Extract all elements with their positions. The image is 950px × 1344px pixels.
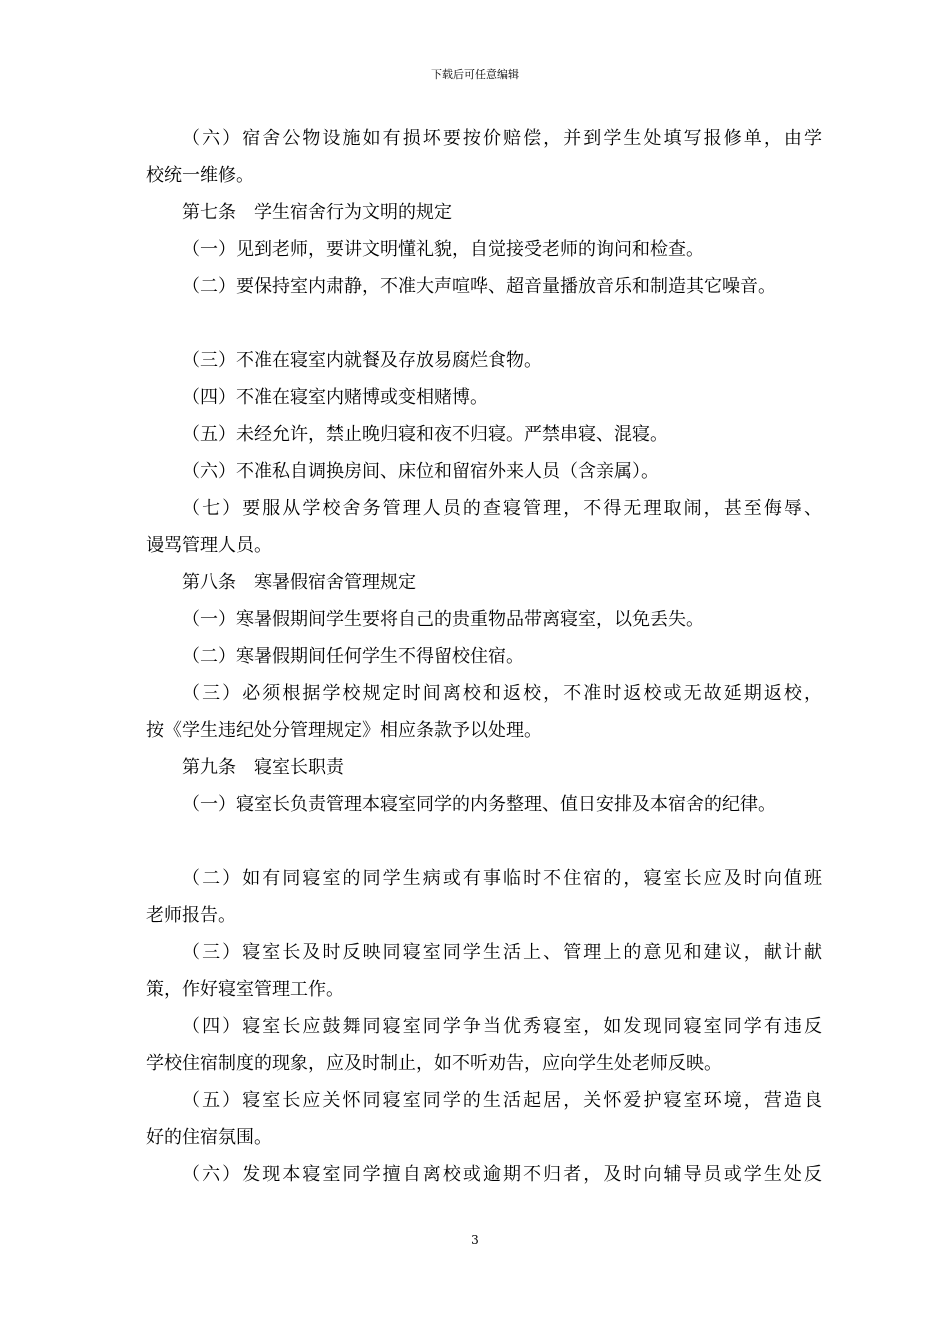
paragraph-line: （三）寝室长及时反映同寝室同学生活上、管理上的意见和建议，献计献 bbox=[182, 942, 822, 963]
paragraph-line: 策，作好寝室管理工作。 bbox=[146, 979, 344, 1000]
paragraph-line: （一）寝室长负责管理本寝室同学的内务整理、值日安排及本宿舍的纪律。 bbox=[182, 794, 776, 815]
paragraph-line: 学校住宿制度的现象，应及时制止，如不听劝告，应向学生处老师反映。 bbox=[146, 1053, 722, 1074]
page-number: 3 bbox=[471, 1233, 479, 1247]
paragraph-line: 老师报告。 bbox=[146, 905, 236, 926]
paragraph-line: 按《学生违纪处分管理规定》相应条款予以处理。 bbox=[146, 720, 542, 741]
paragraph-line: （四）寝室长应鼓舞同寝室同学争当优秀寝室，如发现同寝室同学有违反 bbox=[182, 1016, 822, 1037]
document-body bbox=[146, 126, 822, 1199]
article-heading: 第九条 寝室长职责 bbox=[182, 757, 344, 778]
page-header: 下载后可任意编辑 bbox=[431, 68, 519, 81]
article-heading: 第八条 寒暑假宿舍管理规定 bbox=[182, 572, 416, 593]
paragraph-line: （二）如有同寝室的同学生病或有事临时不住宿的，寝室长应及时向值班 bbox=[182, 868, 822, 889]
paragraph-line: （一）寒暑假期间学生要将自己的贵重物品带离寝室，以免丢失。 bbox=[182, 609, 704, 630]
paragraph-line: （六）发现本寝室同学擅自离校或逾期不归者，及时向辅导员或学生处反 bbox=[182, 1164, 822, 1185]
paragraph-line: （三）不准在寝室内就餐及存放易腐烂食物。 bbox=[182, 350, 542, 371]
article-heading: 第七条 学生宿舍行为文明的规定 bbox=[182, 202, 452, 223]
blank-line bbox=[146, 829, 822, 866]
blank-line bbox=[146, 311, 822, 348]
paragraph-line: （五）未经允许，禁止晚归寝和夜不归寝。严禁串寝、混寝。 bbox=[182, 424, 668, 445]
paragraph-line: （五）寝室长应关怀同寝室同学的生活起居，关怀爱护寝室环境，营造良 bbox=[182, 1090, 822, 1111]
paragraph-line: （六）宿舍公物设施如有损坏要按价赔偿，并到学生处填写报修单，由学 bbox=[182, 128, 822, 149]
paragraph-line: （四）不准在寝室内赌博或变相赌博。 bbox=[182, 387, 488, 408]
paragraph-line: （二）寒暑假期间任何学生不得留校住宿。 bbox=[182, 646, 524, 667]
paragraph-line: 好的住宿氛围。 bbox=[146, 1127, 272, 1148]
paragraph-line: （六）不准私自调换房间、床位和留宿外来人员（含亲属）。 bbox=[182, 461, 659, 482]
paragraph-line: （一）见到老师，要讲文明懂礼貌，自觉接受老师的询问和检查。 bbox=[182, 239, 704, 260]
paragraph-line: （二）要保持室内肃静，不准大声喧哗、超音量播放音乐和制造其它噪音。 bbox=[182, 276, 776, 297]
paragraph-line: 谩骂管理人员。 bbox=[146, 535, 272, 556]
paragraph-line: （三）必须根据学校规定时间离校和返校，不准时返校或无故延期返校， bbox=[182, 683, 822, 704]
paragraph-line: （七）要服从学校舍务管理人员的查寝管理，不得无理取闹，甚至侮辱、 bbox=[182, 498, 822, 519]
paragraph-line: 校统一维修。 bbox=[146, 165, 254, 186]
